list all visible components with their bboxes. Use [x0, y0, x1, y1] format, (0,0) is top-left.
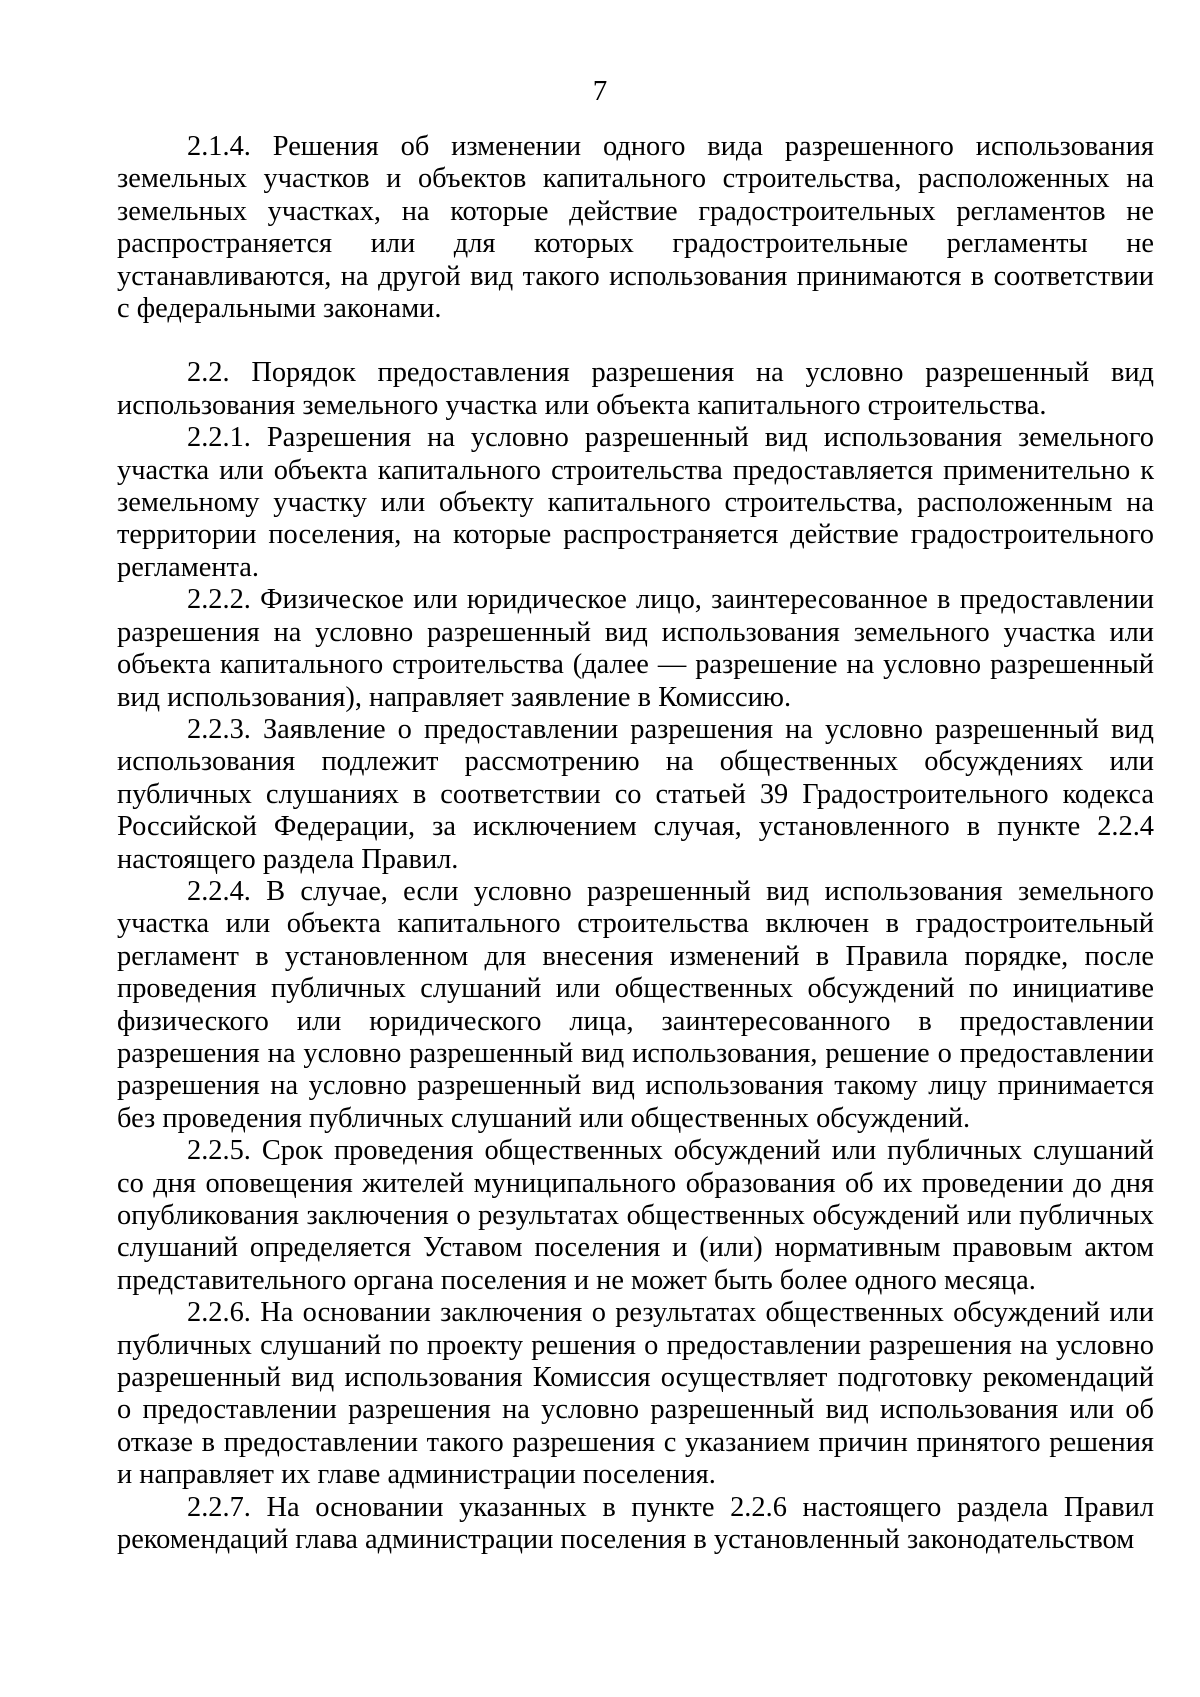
paragraph-2-1-4: 2.1.4. Решения об изменении одного вида разрешенного использования земельных участков и объектов капитального строительства, расположенных на земельных участках, на которые действие градостроительных регламентов не распространяется или для которых градостроительные регламенты не устанавливаются, на другой вид такого использования принимаются в соответствии с федеральными законами. [117, 131, 1154, 325]
paragraph-2-2-6: 2.2.6. На основании заключения о результатах общественных обсуждений или публичных слушаний по проекту решения о предоставлении разрешения на условно разрешенный вид использования Комиссия осуществляет подготовку рекомендаций о предоставлении разрешения на условно разрешенный вид использования или об отказе в предоставлении такого разрешения с указанием причин принятого решения и направляет их главе администрации поселения. [117, 1297, 1154, 1491]
paragraph-gap [117, 325, 1154, 357]
paragraph-2-2: 2.2. Порядок предоставления разрешения на условно разрешенный вид использования земельного участка или объекта капитального строительства. [117, 357, 1154, 421]
paragraph-2-2-5: 2.2.5. Срок проведения общественных обсуждений или публичных слушаний со дня оповещения жителей муниципального образования об их проведении до дня опубликования заключения о результатах общественных обсуждений или публичных слушаний определяется Уставом поселения и (или) нормативным правовым актом представительного органа поселения и не может быть более одного месяца. [117, 1135, 1154, 1296]
document-body [117, 131, 1154, 1556]
paragraph-2-2-7: 2.2.7. На основании указанных в пункте 2.2.6 настоящего раздела Правил рекомендаций глава администрации поселения в установленный законодательством [117, 1491, 1154, 1556]
paragraph-2-2-4: 2.2.4. В случае, если условно разрешенный вид использования земельного участка или объекта капитального строительства включен в градостроительный регламент в установленном для внесения изменений в Правила порядке, после проведения публичных слушаний или общественных обсуждений по инициативе физического или юридического лица, заинтересованного в предоставлении разрешения на условно разрешенный вид использования, решение о предоставлении разрешения на условно разрешенный вид использования такому лицу принимается без проведения публичных слушаний или общественных обсуждений. [117, 875, 1154, 1134]
page-number: 7 [592, 75, 608, 107]
paragraph-2-2-1: 2.2.1. Разрешения на условно разрешенный вид использования земельного участка или объекта капитального строительства предоставляется применительно к земельному участку или объекту капитального строительства, расположенным на территории поселения, на которые распространяется действие градостроительного регламента. [117, 422, 1154, 583]
paragraph-2-2-2: 2.2.2. Физическое или юридическое лицо, заинтересованное в предоставлении разрешения на условно разрешенный вид использования земельного участка или объекта капитального строительства (далее — разрешение на условно разрешенный вид использования), направляет заявление в Комиссию. [117, 584, 1154, 713]
paragraph-2-2-3: 2.2.3. Заявление о предоставлении разрешения на условно разрешенный вид использования подлежит рассмотрению на общественных обсуждениях или публичных слушаниях в соответствии со статьей 39 Градостроительного кодекса Российской Федерации, за исключением случая, установленного в пункте 2.2.4 настоящего раздела Правил. [117, 713, 1154, 875]
